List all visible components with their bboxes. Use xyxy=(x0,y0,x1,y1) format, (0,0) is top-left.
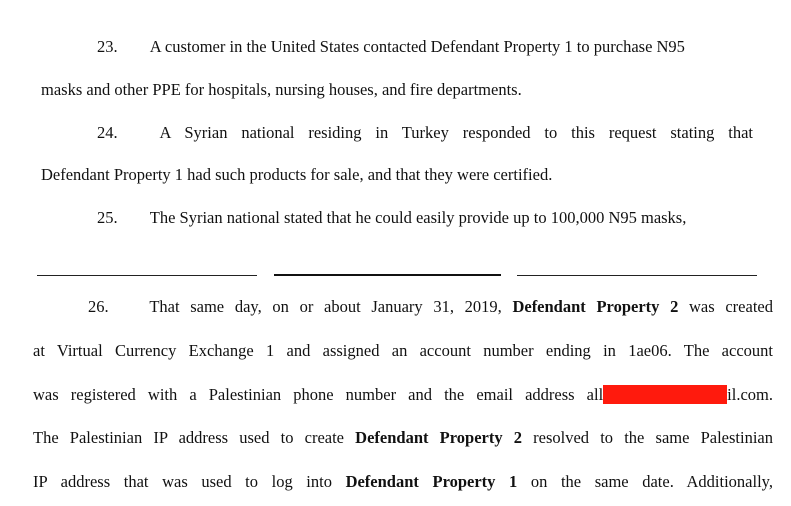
paragraph-23-line-2 xyxy=(41,80,522,100)
paragraph-text: was created xyxy=(678,297,773,316)
paragraph-26-line-4 xyxy=(33,428,773,448)
page-break-rule-right xyxy=(517,275,757,276)
paragraph-text: il.com. xyxy=(727,385,773,404)
paragraph-26-line-3 xyxy=(33,385,773,405)
email-redaction-box xyxy=(603,385,727,404)
defendant-property-2-reference: Defendant Property 2 xyxy=(355,428,522,447)
paragraph-text: at Virtual Currency Exchange 1 and assigned an account number ending in 1ae06. The account xyxy=(33,341,773,360)
paragraph-24-line-1 xyxy=(97,123,753,143)
paragraph-text: The Palestinian IP address used to create xyxy=(33,428,356,447)
paragraph-25-line-1 xyxy=(97,208,686,228)
paragraph-number: 23. xyxy=(97,37,118,56)
paragraph-text: resolved to the same Palestinian xyxy=(522,428,773,447)
paragraph-26-line-5 xyxy=(33,472,773,492)
page-break-rule-left xyxy=(37,275,257,276)
paragraph-number: 25. xyxy=(97,208,118,227)
paragraph-24-line-2 xyxy=(41,165,552,185)
paragraph-text: The Syrian national stated that he could easily provide up to 100,000 N95 masks, xyxy=(149,208,687,227)
paragraph-text: A customer in the United States contacted Defendant Property 1 to purchase N95 xyxy=(149,37,685,56)
paragraph-26-line-1 xyxy=(88,297,773,317)
paragraph-23-line-1 xyxy=(97,37,685,57)
paragraph-text: on the same date. Additionally, xyxy=(517,472,773,491)
paragraph-number: 24. xyxy=(97,123,118,142)
defendant-property-2-reference: Defendant Property 2 xyxy=(512,297,679,316)
paragraph-text: A Syrian national residing in Turkey responded to this request stating that xyxy=(159,123,753,142)
page-break-rule-middle xyxy=(274,274,501,276)
paragraph-text: Defendant Property 1 had such products for sale, and that they were certified. xyxy=(41,165,553,184)
paragraph-text: was registered with a Palestinian phone number and the email address all xyxy=(33,385,604,404)
paragraph-text: masks and other PPE for hospitals, nursing houses, and fire departments. xyxy=(41,80,522,99)
paragraph-text: IP address that was used to log into xyxy=(33,472,346,491)
defendant-property-1-reference: Defendant Property 1 xyxy=(345,472,518,491)
paragraph-26-line-2 xyxy=(33,341,773,361)
paragraph-number: 26. xyxy=(88,297,109,316)
paragraph-text: That same day, on or about January 31, 2019, xyxy=(149,297,513,316)
